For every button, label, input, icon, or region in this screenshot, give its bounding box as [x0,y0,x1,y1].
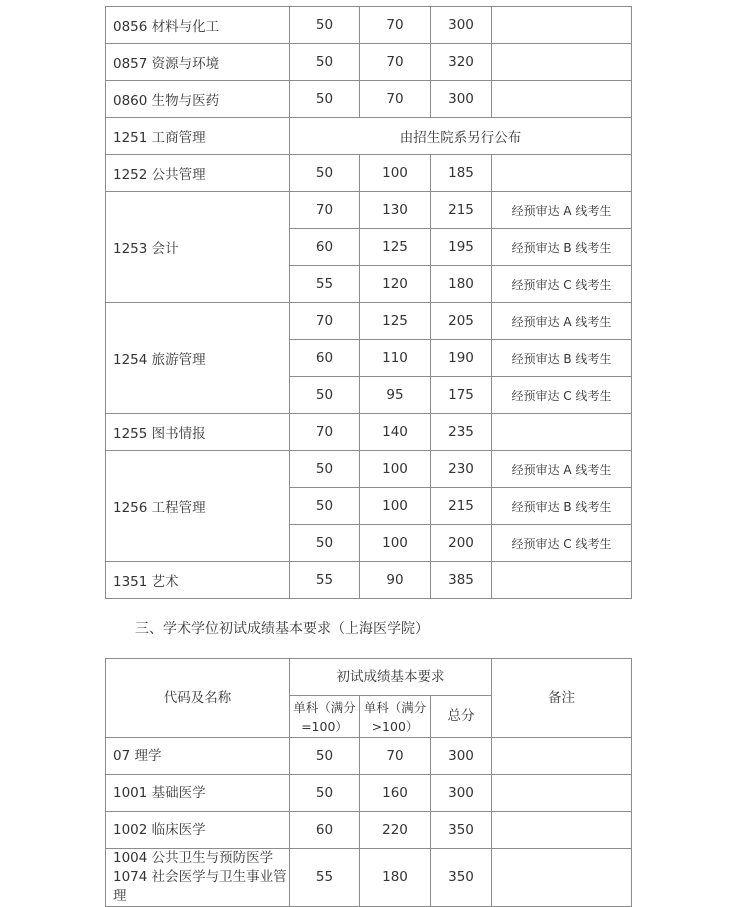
single-subject-100: 60 [290,812,360,849]
total-score: 300 [431,7,492,44]
total-score: 300 [431,738,492,775]
single-subject-over-100: 130 [360,192,431,229]
program-code-name [106,849,290,907]
single-subject-over-100: 125 [360,229,431,266]
single-subject-100: 70 [290,303,360,340]
remark [492,155,632,192]
single-subject-100: 50 [290,7,360,44]
single-subject-over-100: 110 [360,340,431,377]
total-score: 185 [431,155,492,192]
table-row [106,155,632,192]
single-subject-100: 50 [290,155,360,192]
program-code-name: 1351 艺术 [106,562,290,599]
single-subject-100: 50 [290,44,360,81]
total-score: 190 [431,340,492,377]
table-row [106,192,632,229]
total-score: 175 [431,377,492,414]
remark: 经预审达 C 线考生 [492,525,632,562]
single-subject-100: 50 [290,738,360,775]
single-subject-over-100: 100 [360,525,431,562]
total-score: 385 [431,562,492,599]
single-subject-over-100: 220 [360,812,431,849]
table-row [106,812,632,849]
single-subject-over-100: 100 [360,155,431,192]
total-score: 200 [431,525,492,562]
remark [492,562,632,599]
single-subject-100: 50 [290,81,360,118]
table-header-row [106,659,632,696]
remark [492,812,632,849]
remark [492,775,632,812]
single-subject-100: 70 [290,192,360,229]
total-score: 215 [431,488,492,525]
program-code-name-line: 1004 公共卫生与预防医学 [113,850,274,866]
program-code-name: 1251 工商管理 [106,118,290,155]
table-row [106,303,632,340]
table-row [106,118,632,155]
program-code-name-line: 1074 社会医学与卫生事业管理 [113,869,287,904]
single-subject-100: 60 [290,229,360,266]
table-row [106,7,632,44]
total-score: 300 [431,775,492,812]
program-code-name: 1001 基础医学 [106,775,290,812]
single-subject-100: 50 [290,451,360,488]
total-score: 350 [431,849,492,907]
single-subject-100: 50 [290,377,360,414]
remark [492,738,632,775]
total-score: 300 [431,81,492,118]
remark: 经预审达 A 线考生 [492,303,632,340]
program-code-name: 1252 公共管理 [106,155,290,192]
program-code-name: 1256 工程管理 [106,451,290,562]
program-code-name: 1253 会计 [106,192,290,303]
program-code-name: 1254 旅游管理 [106,303,290,414]
total-score: 320 [431,44,492,81]
total-score: 235 [431,414,492,451]
remark: 经预审达 B 线考生 [492,340,632,377]
single-subject-over-100: 180 [360,849,431,907]
single-subject-100: 50 [290,488,360,525]
single-subject-100: 50 [290,775,360,812]
single-subject-100: 60 [290,340,360,377]
single-subject-over-100: 125 [360,303,431,340]
program-code-name: 1255 图书情报 [106,414,290,451]
program-code-name: 0860 生物与医药 [106,81,290,118]
table-row [106,81,632,118]
total-score: 180 [431,266,492,303]
single-subject-100: 55 [290,562,360,599]
remark [492,7,632,44]
single-subject-over-100: 70 [360,738,431,775]
single-subject-over-100: 90 [360,562,431,599]
single-subject-over-100: 160 [360,775,431,812]
admission-scores-table [105,6,632,599]
single-subject-over-100: 120 [360,266,431,303]
remark [492,414,632,451]
remark [492,81,632,118]
single-subject-100: 50 [290,525,360,562]
single-subject-over-100: 70 [360,81,431,118]
table-row [106,738,632,775]
header-total-score: 总分 [431,696,492,738]
remark [492,849,632,907]
table-row [106,414,632,451]
single-subject-over-100: 70 [360,44,431,81]
remark: 经预审达 C 线考生 [492,377,632,414]
header-remark: 备注 [492,659,632,738]
table-row [106,562,632,599]
single-subject-100: 55 [290,266,360,303]
total-score: 350 [431,812,492,849]
header-code-name: 代码及名称 [106,659,290,738]
single-subject-over-100: 95 [360,377,431,414]
table-row [106,451,632,488]
table-row [106,44,632,81]
remark [492,44,632,81]
table-row [106,849,632,907]
program-code-name: 07 理学 [106,738,290,775]
remark: 经预审达 B 线考生 [492,229,632,266]
program-code-name: 0856 材料与化工 [106,7,290,44]
section-heading: 三、学术学位初试成绩基本要求（上海医学院） [135,621,429,637]
single-subject-over-100: 70 [360,7,431,44]
remark: 经预审达 B 线考生 [492,488,632,525]
total-score: 205 [431,303,492,340]
table-row [106,775,632,812]
single-subject-over-100: 100 [360,488,431,525]
header-single-subject-100: 单科（满分=100） [290,696,360,738]
remark: 经预审达 A 线考生 [492,192,632,229]
header-single-subject-over-100: 单科（满分>100） [360,696,431,738]
announcement-text: 由招生院系另行公布 [290,118,632,155]
single-subject-over-100: 100 [360,451,431,488]
single-subject-100: 55 [290,849,360,907]
program-code-name: 1002 临床医学 [106,812,290,849]
program-code-name: 0857 资源与环境 [106,44,290,81]
remark: 经预审达 A 线考生 [492,451,632,488]
medical-school-scores-table [105,658,632,907]
total-score: 195 [431,229,492,266]
single-subject-100: 70 [290,414,360,451]
remark: 经预审达 C 线考生 [492,266,632,303]
total-score: 215 [431,192,492,229]
total-score: 230 [431,451,492,488]
header-score-requirements: 初试成绩基本要求 [290,659,492,696]
single-subject-over-100: 140 [360,414,431,451]
